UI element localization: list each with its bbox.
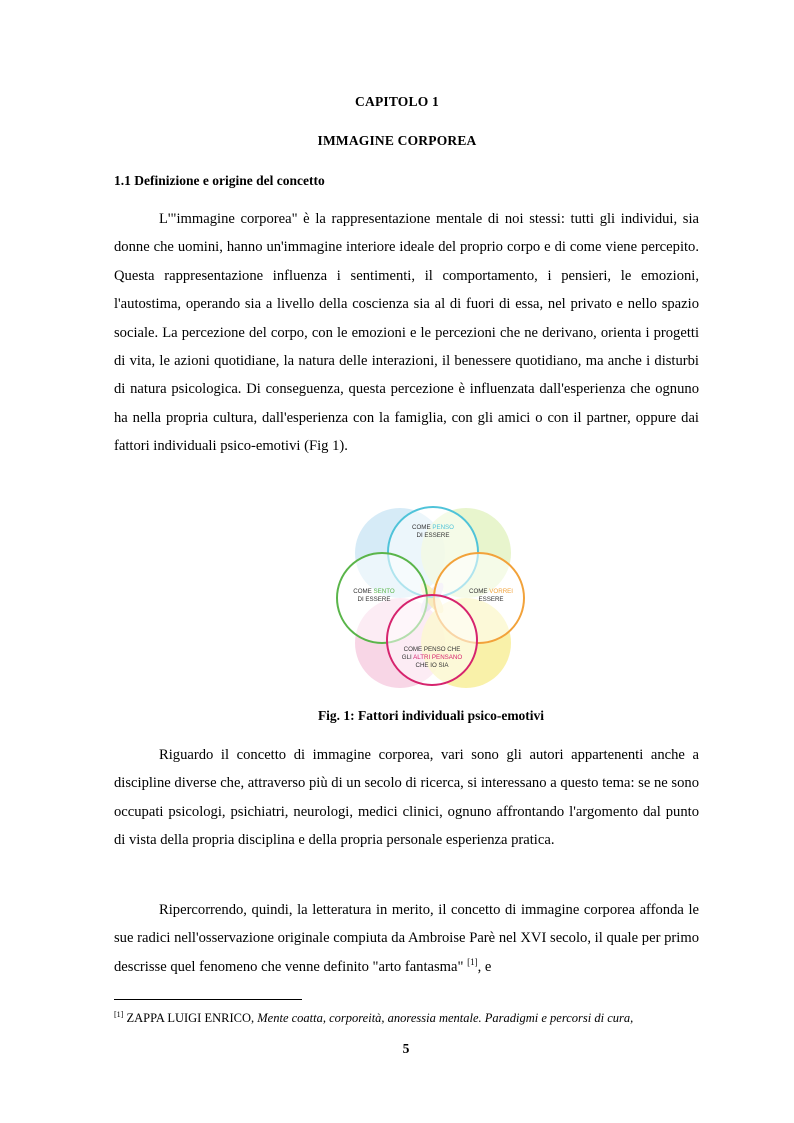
chapter-number: CAPITOLO 1 xyxy=(355,94,439,109)
footnote-author: ZAPPA LUIGI ENRICO, xyxy=(123,1011,258,1026)
section-heading: 1.1 Definizione e origine del concetto xyxy=(114,173,325,188)
label-right-line1: COME VORREI xyxy=(468,588,514,595)
paragraph-3 xyxy=(114,896,699,981)
chapter-title: IMMAGINE CORPOREA xyxy=(317,133,477,148)
circle-bottom xyxy=(387,595,477,685)
footnote-separator xyxy=(114,999,302,1000)
footnote xyxy=(114,1010,699,1026)
footnote-title: Mente coatta, corporeità, anoressia mentale. Paradigmi e percorsi di cura, xyxy=(257,1011,634,1026)
paragraph-3-tail: , e xyxy=(477,958,492,975)
label-left-line1: COME SENTO xyxy=(353,588,395,595)
footnote-reference[interactable]: [1] xyxy=(467,956,478,967)
label-left-line2: DI ESSERE xyxy=(357,596,391,603)
paragraph-2: Riguardo il concetto di immagine corporea, vari sono gli autori appartenenti anche a discipline diverse che, attraverso più di un secolo di ricerca, si interessano a questo tema: se ne sono occupati psicologi, psichiatri, neurologi, medici clinici, ognuno affrontando l'argomento dal punto di vista della propria disciplina e della propria personale esperienza pratica. xyxy=(114,747,699,849)
label-bottom-line2: GLI ALTRI PENSANO xyxy=(401,654,463,661)
label-right-line2: ESSERE xyxy=(478,596,504,603)
footnote-marker: [1] xyxy=(114,1010,124,1019)
figure-caption: Fig. 1: Fattori individuali psico-emotivi xyxy=(317,708,545,723)
label-top-line1: COME PENSO xyxy=(412,524,454,531)
paragraph-3-text: Ripercorrendo, quindi, la letteratura in merito, il concetto di immagine corporea affonda le sue radici nell'osservazione originale compiuta da Ambroise Parè nel XVI secolo, il quale per primo descrisse quel fenomeno che venne definito "arto fantasma" xyxy=(114,902,699,975)
label-top-line2: DI ESSERE xyxy=(416,532,450,539)
psycho-emotional-factors-diagram xyxy=(334,505,530,695)
page-number: 5 xyxy=(402,1041,410,1056)
label-bottom-line1: COME PENSO CHE xyxy=(403,646,461,653)
label-bottom-line3: CHE IO SIA xyxy=(415,662,449,669)
paragraph-1: L'"immagine corporea" è la rappresentazione mentale di noi stessi: tutti gli individui, sia donne che uomini, hanno un'immagine interiore ideale del proprio corpo e di come viene percepito. Questa rappresentazione influenza i sentimenti, il comportamento, i pensieri, le emozioni, l'autostima, operando sia a livello della coscienza sia al di fuori di essa, nel privato e nello spazio sociale. La percezione del corpo, con le emozioni e le percezioni che ne derivano, orienta i progetti di vita, le azioni quotidiane, la natura delle interazioni, il benessere quotidiano, ma anche i disturbi di natura psicologica. Di conseguenza, questa percezione è influenzata dall'esperienza che ognuno ha nella propria cultura, dall'esperienza con la famiglia, con gli amici o con il partner, oppure dai fattori individuali psico-emotivi (Fig 1). xyxy=(114,211,699,455)
